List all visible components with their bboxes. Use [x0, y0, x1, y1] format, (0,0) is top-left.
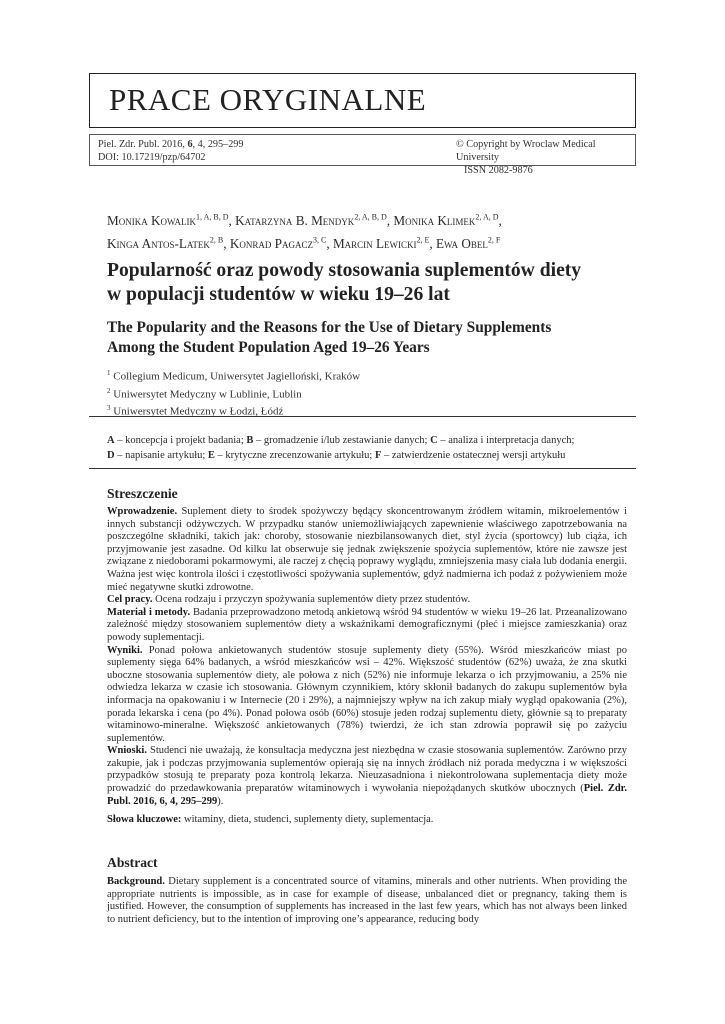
- issn: ISSN 2082-9876: [464, 165, 533, 176]
- affiliation: $^3$ Uniwersytet Medyczny w Łodzi, Łódź: [107, 404, 284, 418]
- citation-right: [456, 138, 635, 177]
- journal-name: Piel. Zdr. Publ. 2016,: [98, 139, 188, 150]
- author: Monika Klimek$^{2, A, D}$,: [393, 213, 502, 229]
- abstract-paragraph: Wyniki. Ponad połowa ankietowanych studentów stosuje suplementy diety (55%). Wśród mieszkańców miast po suplementy sięga 64% badanych, a wśród mieszkańców wsi – 42%. Większość studentów (62%) uważa, że zna skutki uboczne stosowania suplementów diety, ale połowa z nich (52%) nie informuje lekarza o ich przyjmowaniu, a 25% nie odwiedza lekarza w czasie ich stosowania. Głównym czynnikiem, który skłonił badanych do zakupu suplementów była informacja na opakowaniu i w Internecie (20 i 29%), a najmniejszy wpływ na ich zakup miały wygląd opakowania (2%), porada lekarska i cena (po 4%). Ponad połowa osób (60%) stosuje jeden rodzaj suplementu diety, głównie są to preparaty witaminowo-mineralne. Większość ankietowanych (78%) twierdzi, że ich stan zdrowia poprawił się po zażyciu suplementów.: [107, 644, 627, 744]
- contribution-legend: A – koncepcja i projekt badania; B – gromadzenie i/lub zestawianie danych; C – analiza i interpretacja danych; D – napisanie artykułu; E – krytyczne zrecenzowanie artykułu; F – zatwierdzenie ostatecznej wersji artykułu: [107, 435, 575, 461]
- author: Konrad Pagacz$^{3, C}$,: [229, 235, 333, 251]
- abstract-paragraph: Wnioski. Studenci nie uważają, że konsultacja medyczna jest niezbędna w czasie stosowania suplementów. Zarówno przy zakupie, jak i podczas przyjmowania suplementów opierają się na innych źródłach niż porada medyczna i w większości przypadków stosują te preparaty poza kontrolą lekarza. Nieuzasadniona i niekontrolowana suplementacja diety może prowadzić do przedawkowania preparatów witaminowych i wywołania niepożądanych skutków ubocznych (Piel. Zdr. Publ. 2016, 6, 4, 295–299).: [107, 745, 627, 807]
- article-title-pl: Popularność oraz powody stosowania suplementów diety w populacji studentów w wieku 19–26 lat: [107, 260, 582, 305]
- abstract-paragraph: Materiał i metody. Badania przeprowadzono metodą ankietową wśród 94 studentów w wieku 19–26 lat. Przeanalizowano zależność między stosowaniem suplementów diety a wskaźnikami demograficznymi (płeć i miejsce zamieszkania) oraz powody suplementacji.: [107, 606, 627, 643]
- citation-left: [98, 138, 243, 164]
- author: Ewa Obel$^{2, F}$: [436, 235, 501, 251]
- keywords: Słowa kluczowe: witaminy, dieta, studenci, suplementy diety, suplementacja.: [107, 814, 434, 826]
- journal-volume: 6: [187, 139, 193, 150]
- section-header-box: [89, 73, 636, 128]
- abstract-body: [107, 876, 627, 926]
- affiliations: [107, 366, 360, 419]
- streszczenie-heading: Streszczenie: [107, 486, 178, 501]
- affiliation: $^2$ Uniwersytet Medyczny w Lublinie, Lublin: [107, 386, 302, 401]
- author: Katarzyna B. Mendyk$^{2, A, B, D}$,: [235, 213, 394, 229]
- divider: [89, 416, 636, 417]
- abstract-paragraph: Wprowadzenie. Suplement diety to środek spożywczy będący skoncentrowanym źródłem witamin, mikroelementów i innych substancji odżywczych. W przypadku stanów uniemożliwiających zapewnienie właściwego zapotrzebowania na poszczególne składniki, takich jak: choroby, stosowanie niezbilansowanych diet, styl życia (sportowcy) lub ciąża, ich przyjmowanie jest zasadne. Od kilku lat obserwuje się jednak zwiększenie spożycia suplementów, które nie zawsze jest związane z niedoborami pokarmowymi, ale raczej z chęcią poprawy wyglądu, zmniejszenia masy ciała lub dodania energii. Ważna jest więc kontrola ilości i częstotliwości spożywania suplementów, gdyż nadmierna ich podaż z pożywieniem może mieć negatywne skutki zdrowotne.: [107, 506, 627, 593]
- abstract-paragraph: Cel pracy. Ocena rodzaju i przyczyn spożywania suplementów diety przez studentów.: [107, 594, 471, 606]
- section-title: PRACE ORYGINALNE: [109, 82, 427, 117]
- divider: [89, 468, 636, 469]
- streszczenie-body: [107, 506, 627, 827]
- author-list: [107, 208, 627, 253]
- citation-box: [89, 134, 636, 176]
- article-title-en: The Popularity and the Reasons for the Use of Dietary Supplements Among the Student Population Aged 19–26 Years: [107, 319, 552, 356]
- doi: DOI: 10.17219/pzp/64702: [98, 152, 206, 163]
- journal-citation: [98, 138, 243, 151]
- abstract-paragraph: Background. Dietary supplement is a concentrated source of vitamins, minerals and other nutrients. When providing the appropriate nutrients is impossible, as in case for example of disease, unbalanced diet or pregnancy, taking them is justified. However, the consumption of supplements has increased in the last few years, which has not always been linked to nutrient deficiency, but to the intention of improving one’s appearance, reducing body: [107, 876, 627, 925]
- author: Monika Kowalik$^{1, A, B, D}$,: [107, 213, 236, 229]
- affiliation: $^1$ Collegium Medicum, Uniwersytet Jagielloński, Kraków: [107, 369, 361, 383]
- author: Marcin Lewicki$^{2, E}$,: [332, 235, 436, 251]
- author: Kinga Antos-Latek$^{2, B}$,: [107, 235, 230, 251]
- abstract-heading: Abstract: [107, 855, 158, 870]
- copyright: © Copyright by Wroclaw Medical University: [456, 139, 596, 163]
- journal-pages: , 4, 295–299: [192, 139, 244, 150]
